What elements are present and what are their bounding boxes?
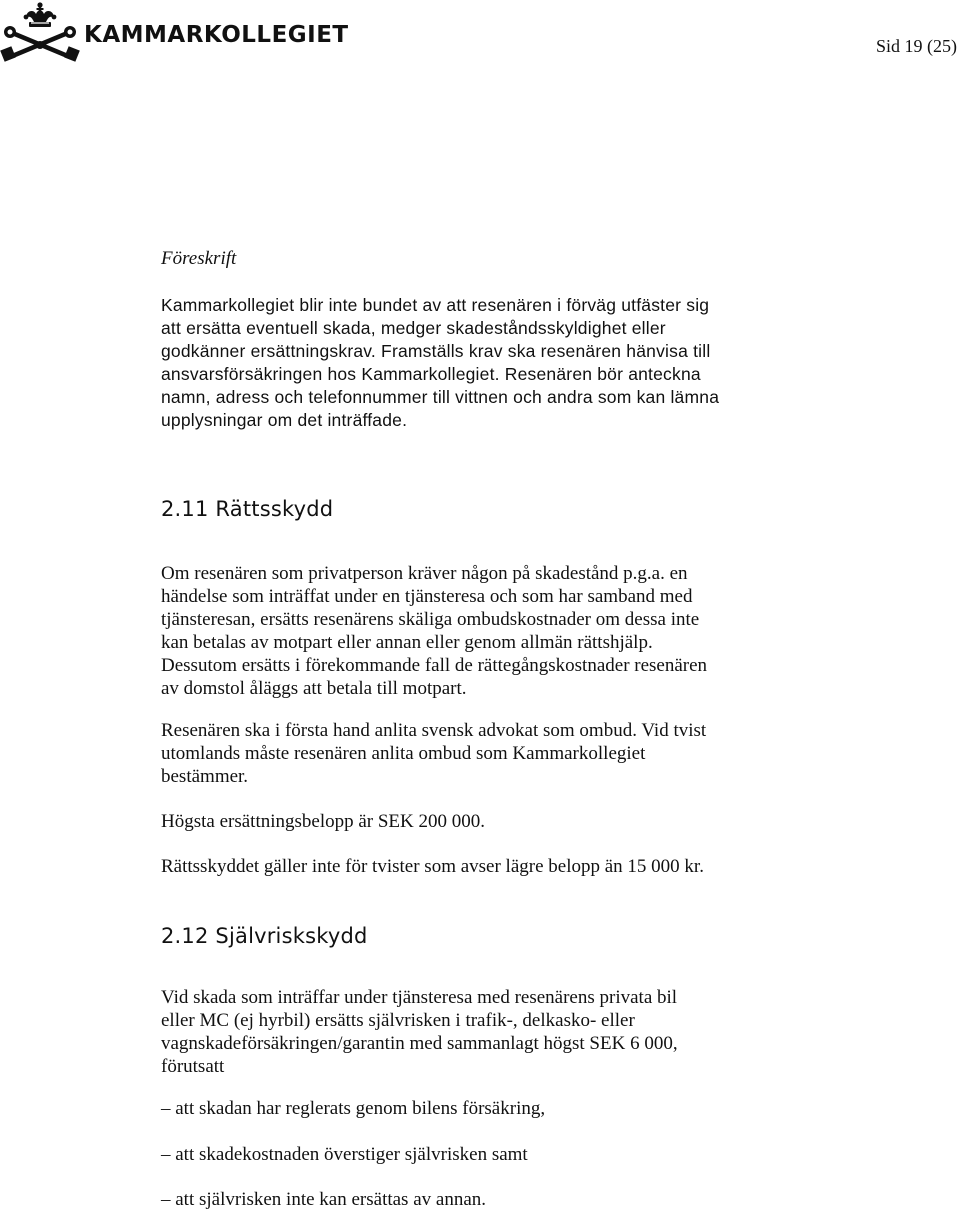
rattsskydd-paragraph-3 bbox=[161, 810, 821, 833]
text-line: bestämmer. bbox=[161, 766, 249, 787]
text-line: Rättsskyddet gäller inte för tvister som avser lägre belopp än 15 000 kr. bbox=[161, 856, 704, 877]
crown-keys-emblem-icon bbox=[0, 0, 84, 64]
text-line: förutsatt bbox=[161, 1056, 225, 1077]
kammarkollegiet-logo bbox=[0, 0, 349, 70]
list-item: – att självrisken inte kan ersättas av annan. bbox=[161, 1189, 487, 1210]
text-line: av domstol åläggs att betala till motpart. bbox=[161, 678, 467, 699]
text-line: händelse som inträffat under en tjänsteresa och som har samband med bbox=[161, 586, 693, 607]
text-line: kan betalas av motpart eller annan eller genom allmän rättshjälp. bbox=[161, 632, 653, 653]
rattsskydd-paragraph-2 bbox=[161, 719, 821, 788]
text-line: utomlands måste resenären anlita ombud som Kammarkollegiet bbox=[161, 743, 646, 764]
org-name: KAMMARKOLLEGIET bbox=[84, 22, 349, 48]
text-line: godkänner ersättningskrav. Framställs krav ska resenären hänvisa till bbox=[161, 341, 711, 361]
section-title-foreskrift: Föreskrift bbox=[161, 248, 237, 269]
text-line: eller MC (ej hyrbil) ersätts självrisken i trafik-, delkasko- eller bbox=[161, 1010, 635, 1031]
text-line: tjänsteresan, ersätts resenärens skäliga ombudskostnader om dessa inte bbox=[161, 609, 700, 630]
text-line: Kammarkollegiet blir inte bundet av att resenären i förväg utfäster sig bbox=[161, 295, 710, 315]
text-line: vagnskadeförsäkringen/garantin med sammanlagt högst SEK 6 000, bbox=[161, 1033, 678, 1054]
section-heading-2-11: 2.11 Rättsskydd bbox=[161, 497, 334, 521]
text-line: Dessutom ersätts i förekommande fall de rättegångskostnader resenären bbox=[161, 655, 708, 676]
page-number: Sid 19 (25) bbox=[876, 36, 957, 56]
text-line: upplysningar om det inträffade. bbox=[161, 410, 408, 430]
foreskrift-paragraph bbox=[161, 294, 821, 432]
text-line: Resenären ska i första hand anlita svensk advokat som ombud. Vid tvist bbox=[161, 720, 707, 741]
text-line: ansvarsförsäkringen hos Kammarkollegiet. Resenären bör anteckna bbox=[161, 364, 701, 384]
sjalvriskskydd-paragraph bbox=[161, 986, 821, 1078]
section-heading-2-12: 2.12 Självriskskydd bbox=[161, 924, 368, 948]
text-line: Om resenären som privatperson kräver någon på skadestånd p.g.a. en bbox=[161, 563, 688, 584]
text-line: Vid skada som inträffar under tjänsteresa med resenärens privata bil bbox=[161, 987, 678, 1008]
text-line: Högsta ersättningsbelopp är SEK 200 000. bbox=[161, 811, 486, 832]
rattsskydd-paragraph-4 bbox=[161, 855, 821, 878]
list-item: – att skadekostnaden överstiger självrisken samt bbox=[161, 1144, 528, 1165]
rattsskydd-paragraph-1 bbox=[161, 562, 821, 700]
text-line: namn, adress och telefonnummer till vittnen och andra som kan lämna bbox=[161, 387, 720, 407]
text-line: att ersätta eventuell skada, medger skadeståndsskyldighet eller bbox=[161, 318, 666, 338]
list-item: – att skadan har reglerats genom bilens försäkring, bbox=[161, 1098, 546, 1119]
